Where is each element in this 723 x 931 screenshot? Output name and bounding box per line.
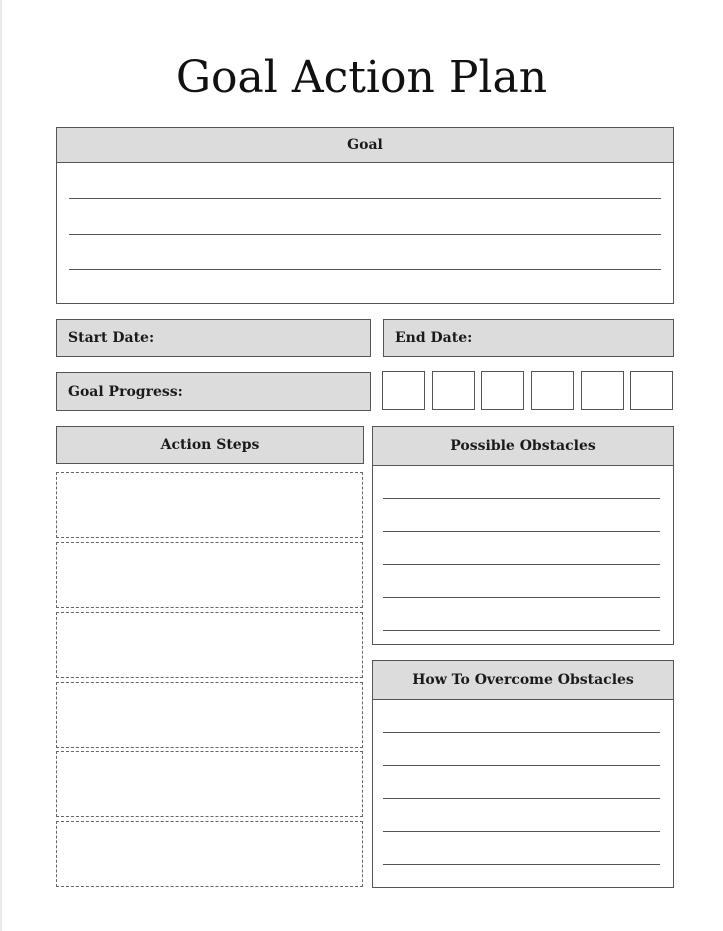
action-step-box-1[interactable]	[56, 472, 363, 538]
progress-box-3[interactable]	[481, 371, 524, 410]
obstacle-line-5[interactable]	[383, 630, 660, 631]
start-date-field[interactable]: Start Date:	[56, 319, 371, 357]
obstacle-line-1[interactable]	[383, 498, 660, 499]
overcome-obstacles-header: How To Overcome Obstacles	[373, 661, 673, 700]
progress-box-4[interactable]	[531, 371, 574, 410]
goal-header: Goal	[57, 128, 673, 163]
goal-line-3[interactable]	[69, 269, 661, 270]
action-step-box-6[interactable]	[56, 821, 363, 887]
overcome-obstacles-section	[372, 660, 674, 888]
action-steps-header: Action Steps	[56, 426, 364, 464]
progress-box-2[interactable]	[432, 371, 475, 410]
action-step-box-5[interactable]	[56, 751, 363, 817]
overcome-line-3[interactable]	[383, 798, 660, 799]
end-date-field[interactable]: End Date:	[383, 319, 674, 357]
obstacle-line-4[interactable]	[383, 597, 660, 598]
obstacle-line-3[interactable]	[383, 564, 660, 565]
progress-box-5[interactable]	[581, 371, 624, 410]
possible-obstacles-section	[372, 426, 674, 645]
progress-box-6[interactable]	[630, 371, 673, 410]
overcome-line-4[interactable]	[383, 831, 660, 832]
overcome-line-1[interactable]	[383, 732, 660, 733]
page-title: Goal Action Plan	[175, 52, 548, 103]
overcome-line-5[interactable]	[383, 864, 660, 865]
action-step-box-4[interactable]	[56, 682, 363, 748]
goal-progress-label: Goal Progress:	[56, 372, 371, 411]
overcome-line-2[interactable]	[383, 765, 660, 766]
action-step-box-3[interactable]	[56, 612, 363, 678]
action-step-box-2[interactable]	[56, 542, 363, 608]
possible-obstacles-header: Possible Obstacles	[373, 427, 673, 466]
goal-line-2[interactable]	[69, 234, 661, 235]
page-edge	[0, 0, 2, 931]
goal-section	[56, 127, 674, 304]
progress-box-1[interactable]	[382, 371, 425, 410]
obstacle-line-2[interactable]	[383, 531, 660, 532]
goal-line-1[interactable]	[69, 198, 661, 199]
